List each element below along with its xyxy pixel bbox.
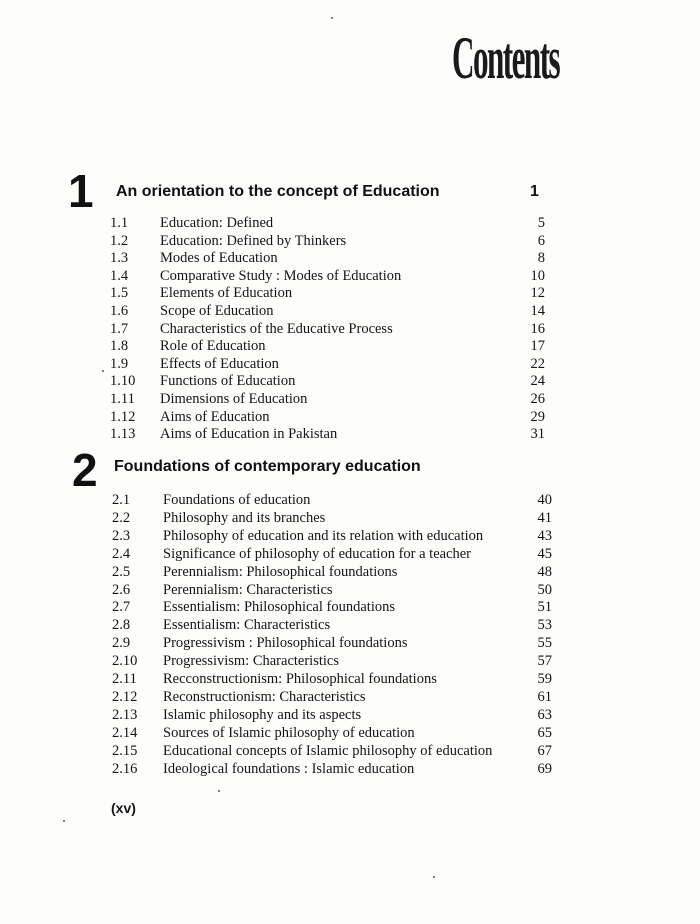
section-title: Dimensions of Education bbox=[160, 391, 308, 407]
section-title: Progressivism : Philosophical foundations bbox=[163, 635, 408, 652]
section-number: 2.1 bbox=[112, 492, 131, 508]
section-title: Functions of Education bbox=[160, 373, 296, 390]
section-number: 2.3 bbox=[112, 527, 131, 544]
section-page-number: 59 bbox=[537, 671, 552, 687]
section-title: Characteristics of the Educative Process bbox=[160, 320, 393, 337]
section-title: Educational concepts of Islamic philosophy of education bbox=[163, 742, 493, 759]
toc-row[interactable] bbox=[110, 321, 545, 339]
section-page-number: 10 bbox=[530, 267, 545, 284]
section-number: 2.4 bbox=[112, 545, 131, 562]
toc-row[interactable] bbox=[112, 546, 552, 564]
section-number: 1.4 bbox=[110, 267, 129, 284]
section-title: Philosophy of education and its relation with education bbox=[163, 527, 484, 544]
section-page-number: 12 bbox=[530, 285, 545, 302]
toc-row[interactable] bbox=[110, 426, 545, 444]
toc-row[interactable] bbox=[110, 250, 545, 268]
section-title: Perennialism: Characteristics bbox=[163, 581, 333, 598]
chapter-1-page: 1 bbox=[530, 183, 539, 200]
section-page-number: 14 bbox=[530, 303, 545, 319]
section-number: 2.15 bbox=[112, 742, 138, 759]
section-page-number: 61 bbox=[537, 688, 552, 705]
toc-row[interactable] bbox=[112, 528, 552, 546]
chapter-1-title[interactable]: An orientation to the concept of Education bbox=[116, 183, 440, 200]
section-title: Aims of Education in Pakistan bbox=[160, 426, 338, 443]
section-page-number: 55 bbox=[537, 635, 552, 652]
section-title: Ideological foundations : Islamic education bbox=[163, 760, 415, 777]
toc-row[interactable] bbox=[110, 285, 545, 303]
section-page-number: 31 bbox=[530, 426, 545, 443]
toc-row[interactable] bbox=[112, 743, 552, 761]
section-page-number: 69 bbox=[537, 760, 552, 777]
section-page-number: 24 bbox=[530, 373, 545, 390]
section-page-number: 5 bbox=[537, 215, 545, 231]
section-number: 2.14 bbox=[112, 724, 138, 741]
section-number: 2.9 bbox=[112, 635, 131, 652]
section-number: 2.13 bbox=[112, 706, 138, 723]
section-number: 2.7 bbox=[112, 599, 131, 616]
section-page-number: 67 bbox=[537, 742, 552, 759]
section-title: Philosophy and its branches bbox=[163, 509, 326, 526]
scan-speck bbox=[331, 17, 333, 19]
section-title: Recconstructionism: Philosophical foundations bbox=[163, 671, 437, 687]
section-number: 1.12 bbox=[110, 408, 136, 425]
section-number: 1.6 bbox=[110, 303, 129, 319]
section-title: Progressivism: Characteristics bbox=[163, 653, 339, 670]
section-page-number: 48 bbox=[537, 563, 552, 580]
toc-row[interactable] bbox=[110, 303, 545, 321]
section-page-number: 50 bbox=[537, 581, 552, 598]
section-number: 1.2 bbox=[110, 232, 129, 249]
section-number: 1.7 bbox=[110, 320, 129, 337]
section-title: Significance of philosophy of education for a teacher bbox=[163, 545, 472, 562]
section-title: Perennialism: Philosophical foundations bbox=[163, 563, 398, 580]
section-title: Scope of Education bbox=[160, 303, 274, 319]
section-page-number: 41 bbox=[537, 509, 552, 526]
toc-row[interactable] bbox=[112, 725, 552, 743]
toc-row[interactable] bbox=[112, 564, 552, 582]
section-number: 1.8 bbox=[110, 338, 129, 355]
toc-row[interactable] bbox=[112, 671, 552, 689]
toc-row[interactable] bbox=[112, 582, 552, 600]
section-number: 1.5 bbox=[110, 285, 129, 302]
section-number: 2.10 bbox=[112, 653, 138, 670]
section-number: 2.5 bbox=[112, 563, 131, 580]
section-number: 2.11 bbox=[112, 671, 137, 687]
section-title: Essentialism: Characteristics bbox=[163, 617, 331, 634]
section-page-number: 51 bbox=[537, 599, 552, 616]
section-title: Education: Defined bbox=[160, 215, 274, 231]
section-title: Role of Education bbox=[160, 338, 266, 355]
toc-row[interactable] bbox=[110, 409, 545, 427]
chapter-2-title[interactable]: Foundations of contemporary education bbox=[114, 458, 421, 475]
chapter-1-number: 1 bbox=[68, 165, 94, 217]
section-title: Comparative Study : Modes of Education bbox=[160, 267, 402, 284]
toc-row[interactable] bbox=[110, 338, 545, 356]
section-number: 1.10 bbox=[110, 373, 136, 390]
toc-row[interactable] bbox=[110, 391, 545, 409]
section-title: Sources of Islamic philosophy of education bbox=[163, 724, 415, 741]
toc-row[interactable] bbox=[112, 617, 552, 635]
toc-row[interactable] bbox=[112, 761, 552, 779]
scan-speck bbox=[63, 820, 65, 822]
section-page-number: 17 bbox=[530, 338, 545, 355]
page-number-footer: (xv) bbox=[111, 800, 136, 816]
section-number: 1.1 bbox=[110, 215, 129, 231]
chapter-2-number: 2 bbox=[72, 444, 98, 496]
section-page-number: 45 bbox=[537, 545, 552, 562]
section-page-number: 22 bbox=[530, 355, 545, 372]
section-number: 2.12 bbox=[112, 688, 138, 705]
section-page-number: 53 bbox=[537, 617, 552, 634]
section-number: 1.11 bbox=[110, 391, 135, 407]
section-page-number: 57 bbox=[537, 653, 552, 670]
section-title: Education: Defined by Thinkers bbox=[160, 232, 347, 249]
section-number: 2.16 bbox=[112, 760, 138, 777]
toc-row[interactable] bbox=[110, 233, 545, 251]
section-title: Effects of Education bbox=[160, 355, 279, 372]
toc-row[interactable] bbox=[110, 215, 545, 233]
section-page-number: 29 bbox=[530, 408, 545, 425]
section-number: 1.13 bbox=[110, 426, 136, 443]
scan-speck bbox=[102, 370, 104, 372]
section-title: Foundations of education bbox=[163, 492, 311, 508]
section-title: Aims of Education bbox=[160, 408, 270, 425]
toc-row[interactable] bbox=[110, 356, 545, 374]
toc-row[interactable] bbox=[112, 510, 552, 528]
section-page-number: 63 bbox=[537, 706, 552, 723]
section-number: 1.3 bbox=[110, 250, 129, 267]
section-title: Modes of Education bbox=[160, 250, 278, 267]
toc-row[interactable] bbox=[112, 599, 552, 617]
section-page-number: 43 bbox=[537, 527, 552, 544]
section-title: Reconstructionism: Characteristics bbox=[163, 688, 366, 705]
section-page-number: 8 bbox=[537, 250, 545, 267]
section-title: Islamic philosophy and its aspects bbox=[163, 706, 362, 723]
scan-speck bbox=[433, 876, 435, 878]
section-page-number: 40 bbox=[537, 492, 552, 508]
toc-row[interactable] bbox=[112, 492, 552, 510]
section-number: 1.9 bbox=[110, 355, 129, 372]
section-page-number: 16 bbox=[530, 320, 545, 337]
toc-row[interactable] bbox=[112, 707, 552, 725]
section-title: Essentialism: Philosophical foundations bbox=[163, 599, 395, 616]
toc-row[interactable] bbox=[112, 635, 552, 653]
toc-row[interactable] bbox=[112, 689, 552, 707]
toc-row[interactable] bbox=[112, 653, 552, 671]
page-title: Contents bbox=[452, 25, 560, 91]
toc-row[interactable] bbox=[110, 373, 545, 391]
section-page-number: 26 bbox=[530, 391, 545, 407]
section-number: 2.6 bbox=[112, 581, 131, 598]
section-page-number: 6 bbox=[537, 232, 545, 249]
scan-speck bbox=[218, 790, 220, 792]
toc-row[interactable] bbox=[110, 268, 545, 286]
section-page-number: 65 bbox=[537, 724, 552, 741]
section-title: Elements of Education bbox=[160, 285, 293, 302]
section-number: 2.8 bbox=[112, 617, 131, 634]
section-number: 2.2 bbox=[112, 509, 131, 526]
